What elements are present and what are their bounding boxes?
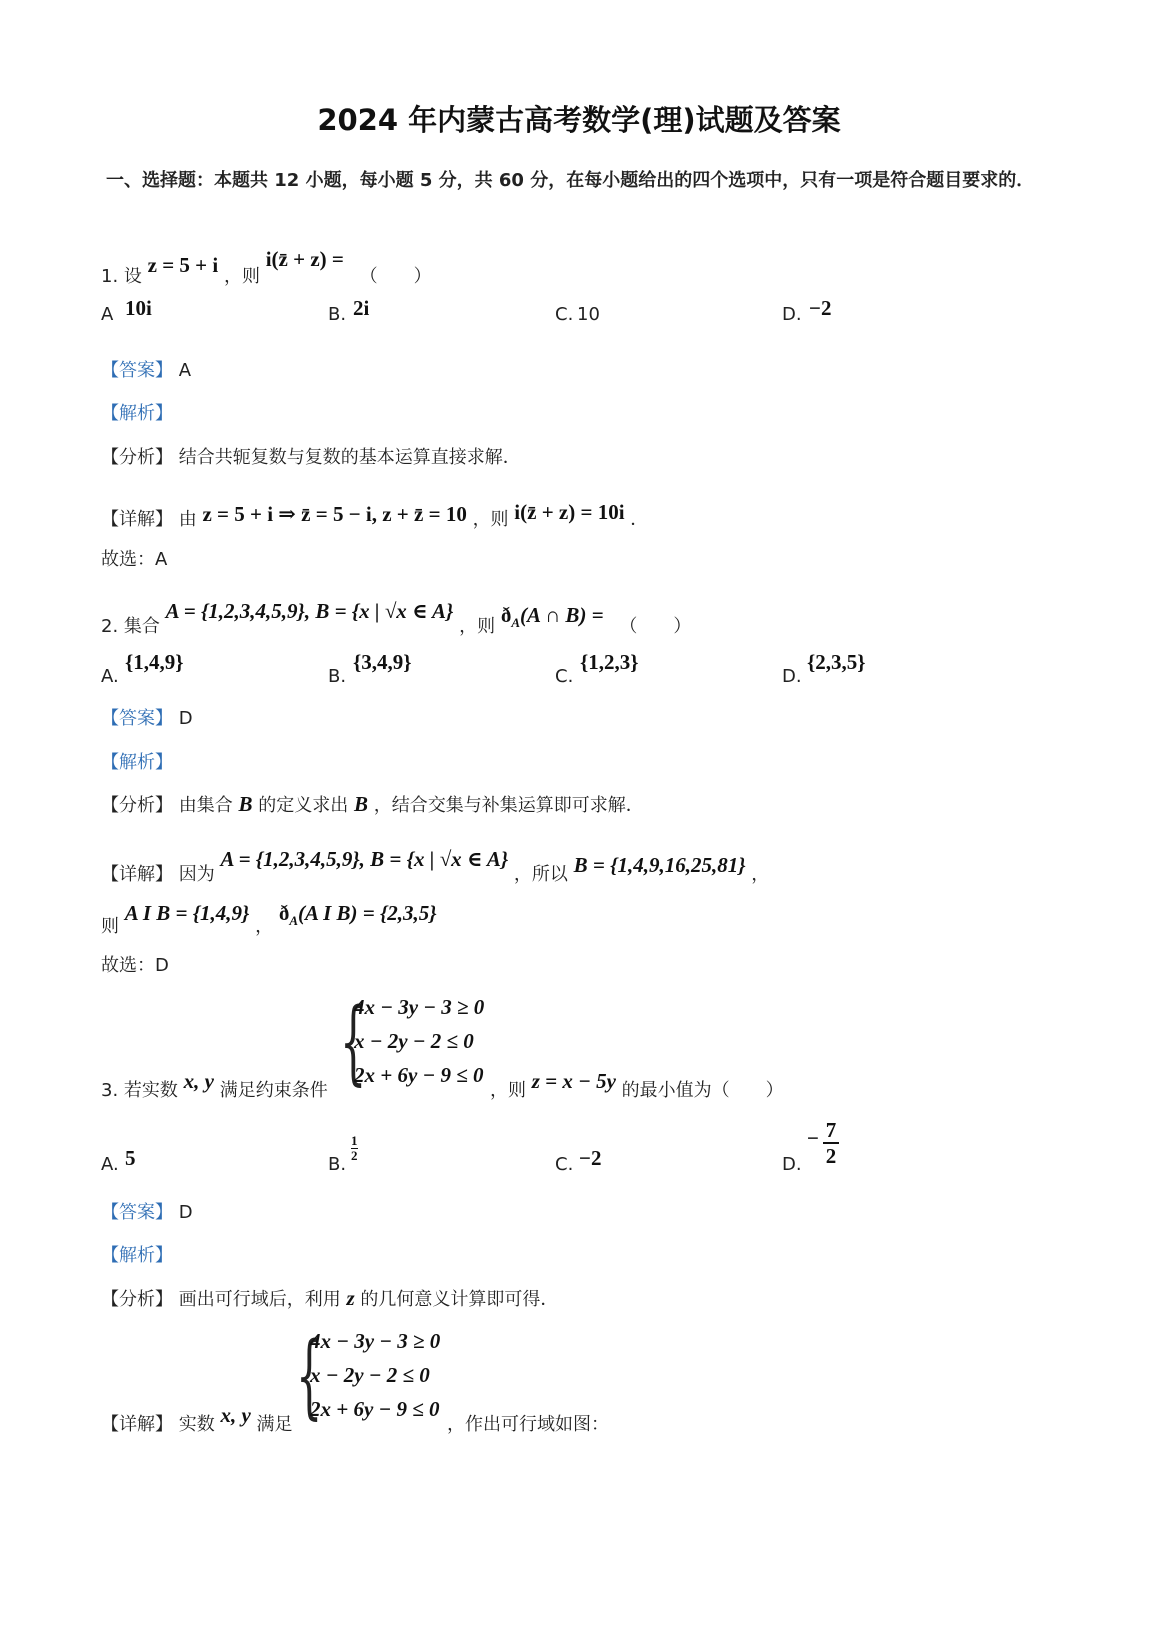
q3-detail-pre: 实数 (178, 1414, 215, 1435)
q3-stem-tail (490, 1069, 784, 1102)
q1-answer-tag: 【答案】 (101, 360, 173, 381)
q2-option-d-label: D. (782, 666, 802, 687)
q2-analysis-tag: 【分析】 (101, 795, 173, 816)
q3-tail: 的最小值为（ ） (621, 1080, 784, 1101)
q3-option-b-label: B. (328, 1154, 347, 1175)
q1-detail-tag: 【详解】 (101, 509, 173, 530)
q3-cond: 满足约束条件 (219, 1080, 328, 1101)
q3-jiexi-heading: 【解析】 (101, 1245, 173, 1266)
q2-detail-pre: 因为 (178, 864, 215, 885)
q1-analysis-tag: 【分析】 (101, 447, 173, 468)
q3-options (101, 1118, 1051, 1178)
q3-option-a-label: A. (101, 1154, 119, 1175)
q3-option-d-num: 7 (823, 1118, 839, 1144)
q1-detail-math-1: z = 5 + i ⇒ z̄ = 5 − i, z + z̄ = 10 (202, 502, 467, 526)
q1-detail (101, 500, 649, 531)
q2-option-a-label: A. (101, 666, 119, 687)
q3-constraint-1: 4x − 3y − 3 ≥ 0 (354, 995, 485, 1019)
q3-option-b-den: 2 (351, 1148, 358, 1163)
q3-detail-constraint-2: x − 2y − 2 ≤ 0 (310, 1363, 430, 1387)
q2-option-a-value: {1,4,9} (125, 650, 184, 674)
q1-option-b-label: B. (328, 304, 347, 325)
q3-detail-end: ，作出可行域如图： (447, 1414, 609, 1435)
q3-detail-cond: 满足 (256, 1414, 293, 1435)
q1-expr: i(z̄ + z) = (265, 247, 344, 271)
q2-paren: （ ） (619, 616, 692, 637)
q3-detail-constraint-3: 2x + 6y − 9 ≤ 0 (310, 1397, 440, 1421)
q3-constraint-3: 2x + 6y − 9 ≤ 0 (354, 1063, 484, 1087)
q2-analysis (101, 791, 644, 817)
q1-option-a-value: 10i (125, 296, 152, 320)
question-3-stem (101, 1069, 328, 1102)
q3-option-b-num: 1 (351, 1133, 358, 1148)
q2-complement-result (278, 901, 437, 929)
q3-analysis (101, 1285, 558, 1311)
q1-analysis (101, 443, 521, 469)
q2-prefix: 2. 集合 (101, 616, 160, 637)
q3-detail-constraint-lines (310, 1324, 470, 1426)
q2-intersection: A I B = {1,4,9} (124, 901, 250, 925)
question-2-stem (101, 599, 692, 641)
q2-option-d-value: {2,3,5} (807, 650, 866, 674)
q3-option-d-label: D. (782, 1154, 802, 1175)
q2-analysis-b-2: B (353, 792, 368, 816)
q1-z-def: z = 5 + i (147, 253, 219, 277)
q2-analysis-text-2: 的定义求出 (258, 795, 349, 816)
q3-detail-left-brace: { (296, 1322, 323, 1429)
q3-answer-tag: 【答案】 (101, 1202, 173, 1223)
q2-option-b-value: {3,4,9} (353, 650, 412, 674)
q3-detail-constraint-1: 4x − 3y − 3 ≥ 0 (310, 1329, 441, 1353)
q1-choose: 故选：A (101, 549, 168, 570)
q1-option-c-value: 10 (577, 304, 600, 325)
page-title: 2024 年内蒙古高考数学(理)试题及答案 (317, 103, 841, 137)
q2-detail-tag: 【详解】 (101, 864, 173, 885)
q1-mid: ，则 (223, 266, 260, 287)
q3-xy: x, y (183, 1069, 214, 1093)
q2-sets: A = {1,2,3,4,5,9}, B = {x | √x ∈ A} (165, 599, 454, 623)
q2-expr (500, 603, 604, 631)
q3-objective: z = x − 5y (531, 1069, 616, 1093)
q2-ze-mid: ， (255, 916, 274, 937)
q1-jiexi-heading: 【解析】 (101, 403, 173, 424)
q3-option-a-value: 5 (125, 1146, 136, 1170)
q3-analysis-z: z (346, 1286, 355, 1310)
q2-option-b-label: B. (328, 666, 347, 687)
q2-complement-symbol: ð (500, 603, 512, 627)
q3-option-c-value: −2 (579, 1146, 602, 1170)
q2-answer-value: D (178, 708, 193, 729)
q1-answer-value: A (178, 360, 192, 381)
q2-option-c-value: {1,2,3} (580, 650, 639, 674)
q3-option-b-fraction (351, 1134, 358, 1163)
q3-option-d-sign: − (807, 1126, 819, 1150)
q3-option-c-label: C. (555, 1154, 574, 1175)
q2-result-complement-symbol: ð (278, 901, 290, 925)
q2-analysis-b-1: B (238, 792, 253, 816)
q2-detail (101, 847, 770, 886)
q3-prefix: 3. 若实数 (101, 1080, 178, 1101)
q1-option-c-label: C. (555, 304, 574, 325)
q1-detail-end: ． (630, 509, 649, 530)
q2-answer (101, 704, 193, 730)
q1-analysis-text: 结合共轭复数与复数的基本运算直接求解． (178, 447, 521, 468)
q3-detail (101, 1403, 293, 1436)
q2-detail-result (101, 901, 437, 941)
q1-answer (101, 356, 191, 382)
q3-detail-tag: 【详解】 (101, 1414, 173, 1435)
q2-mid: ，则 (459, 616, 496, 637)
q1-detail-math-2: i(z̄ + z) = 10i (514, 500, 625, 524)
q3-answer (101, 1198, 193, 1224)
q2-analysis-text-3: ，结合交集与补集运算即可求解． (373, 795, 644, 816)
q1-option-d-label: D. (782, 304, 802, 325)
q3-answer-value: D (178, 1202, 193, 1223)
q2-result-complement-sub: A (289, 913, 298, 929)
q1-option-d-value: −2 (809, 296, 832, 320)
q2-expr-rest: (A ∩ B) = (520, 603, 604, 627)
q2-result-rest: (A I B) = {2,3,5} (298, 901, 437, 925)
q3-analysis-tag: 【分析】 (101, 1289, 173, 1310)
q2-detail-b: B = {1,4,9,16,25,81} (573, 853, 746, 877)
q2-complement-sub: A (511, 615, 520, 631)
q2-choose: 故选：D (101, 955, 169, 976)
q1-prefix: 1. 设 (101, 266, 142, 287)
q2-jiexi-heading: 【解析】 (101, 752, 173, 773)
q2-detail-end: ， (751, 864, 770, 885)
q2-analysis-text-1: 由集合 (178, 795, 233, 816)
q3-detail-xy: x, y (220, 1403, 251, 1427)
q3-analysis-text-2: 的几何意义计算即可得． (360, 1289, 559, 1310)
q3-mid: ，则 (490, 1080, 526, 1101)
q3-option-d-den: 2 (825, 1144, 837, 1168)
q3-option-d-fraction (823, 1118, 839, 1168)
q1-option-b-value: 2i (353, 296, 370, 320)
q3-left-brace: { (340, 988, 367, 1095)
q3-analysis-text-1: 画出可行域后，利用 (178, 1289, 341, 1310)
q3-constraint-2: x − 2y − 2 ≤ 0 (354, 1029, 474, 1053)
q2-detail-sets: A = {1,2,3,4,5,9}, B = {x | √x ∈ A} (220, 847, 509, 871)
q1-detail-mid: ，则 (472, 509, 509, 530)
q2-ze: 则 (101, 916, 119, 937)
q1-detail-pre: 由 (178, 509, 197, 530)
q1-option-a-label: A (101, 304, 114, 325)
q2-option-c-label: C. (555, 666, 574, 687)
q2-detail-mid: ，所以 (513, 864, 568, 885)
q2-answer-tag: 【答案】 (101, 708, 173, 729)
q1-paren: （ ） (359, 266, 432, 287)
question-1-stem (101, 247, 432, 288)
section-heading: 一、选择题：本题共 12 小题，每小题 5 分，共 60 分，在每小题给出的四个选项中，只有一项是符合题目要求的． (106, 170, 1035, 191)
